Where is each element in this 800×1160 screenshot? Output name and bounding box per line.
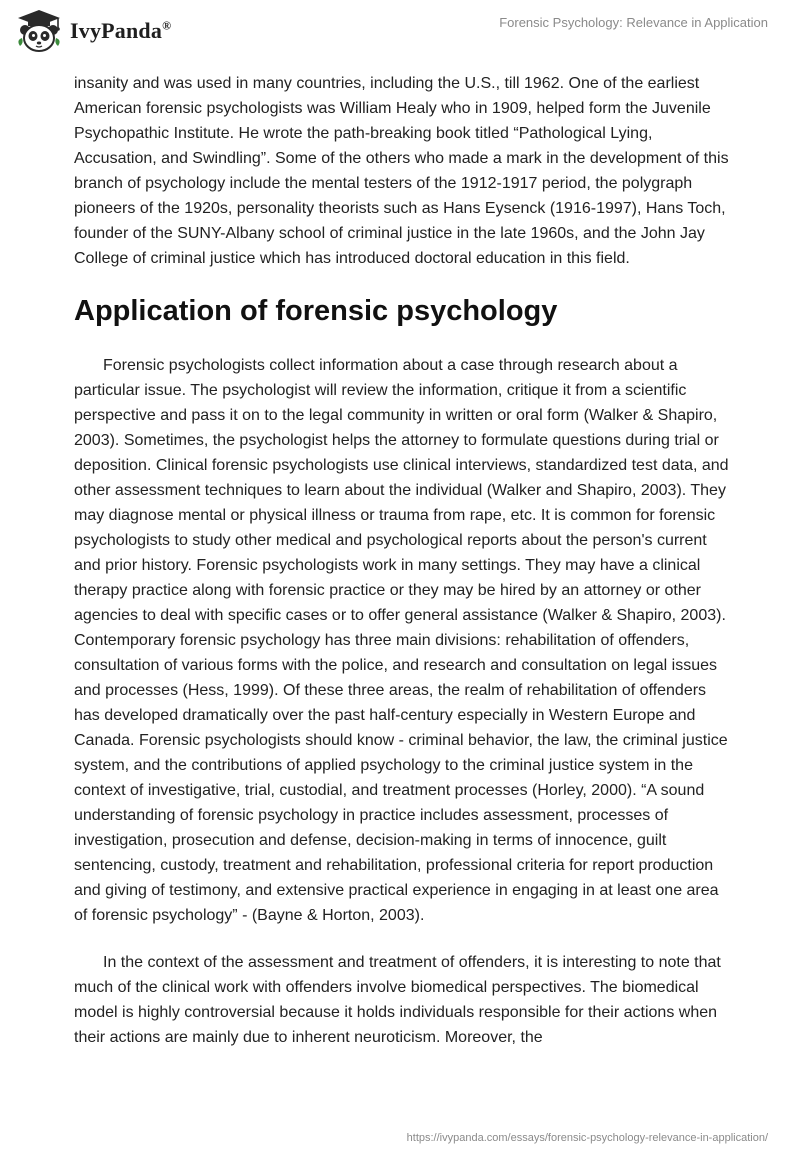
section-heading: Application of forensic psychology [74, 295, 558, 327]
paragraph-application: Forensic psychologists collect information about a case through research about a particular issue. The psychologist will review the information, critique it from a scientific perspective and pass it on to the legal community in written or oral form (Walker & Shapiro, 2003). Sometimes, the psychologist helps the attorney to formulate questions during trial or deposition. Clinical forensic psychologists use clinical interviews, standardized test data, and other assessment techniques to learn about the individual (Walker and Shapiro, 2003). They may diagnose mental or physical illness or trauma from rape, etc. It is common for forensic psychologists to study other medical and psychological reports about the person's current and prior history. Forensic psychologists work in many settings. They may have a clinical therapy practice along with forensic practice or they may be hired by an attorney or other agencies to deal with specific cases or to offer general assistance (Walker & Shapiro, 2003). Contemporary forensic psychology has three main divisions: rehabilitation of offenders, consultation of various forms with the police, and research and consultation on legal issues and processes (Hess, 1999). Of these three areas, the realm of rehabilitation of offenders has developed dramatically over the past half-century especially in Western Europe and Canada. Forensic psychologists should know - criminal behavior, the law, the criminal justice system, and the contributions of applied psychology to the criminal justice system in the context of investigative, trial, custodial, and treatment processes (Horley, 2000). “A sound understanding of forensic psychology in practice includes assessment, processes of investigation, prosecution and defense, decision-making in terms of innocence, guilt sentencing, custody, treatment and rehabilitation, professional criteria for report production and giving of testimony, and extensive practical experience in engaging in at least one area of forensic psychology” - (Bayne & Horton, 2003). [74, 357, 729, 924]
paragraph-history: insanity and was used in many countries, including the U.S., till 1962. One of the earliest American forensic psychologists was William Healy who in 1909, helped form the Juvenile Psychopathic Institute. He wrote the path-breaking book titled “Pathological Lying, Accusation, and Swindling”. Some of the others who made a mark in the development of this branch of psychology include the mental testers of the 1912-1917 period, the polygraph pioneers of the 1920s, personality theorists such as Hans Eysenck (1916-1997), Hans Toch, founder of the SUNY-Albany school of criminal justice in the late 1960s, and the John Jay College of criminal justice which has introduced doctoral education in this field. [74, 75, 729, 267]
essay-body [74, 71, 734, 1050]
document-title: Forensic Psychology: Relevance in Application [499, 15, 768, 30]
brand-name: IvyPanda® [70, 18, 172, 43]
source-url[interactable]: https://ivypanda.com/essays/forensic-psychology-relevance-in-application/ [406, 1132, 768, 1144]
paragraph-assessment: In the context of the assessment and treatment of offenders, it is interesting to note that much of the clinical work with offenders involve biomedical perspectives. The biomedical model is highly controversial because it holds individuals responsible for their actions when their actions are mainly due to inherent neuroticism. Moreover, the [74, 954, 721, 1046]
page-header [0, 0, 800, 70]
panda-graduate-icon [14, 8, 64, 54]
ivypanda-logo[interactable] [14, 8, 171, 54]
